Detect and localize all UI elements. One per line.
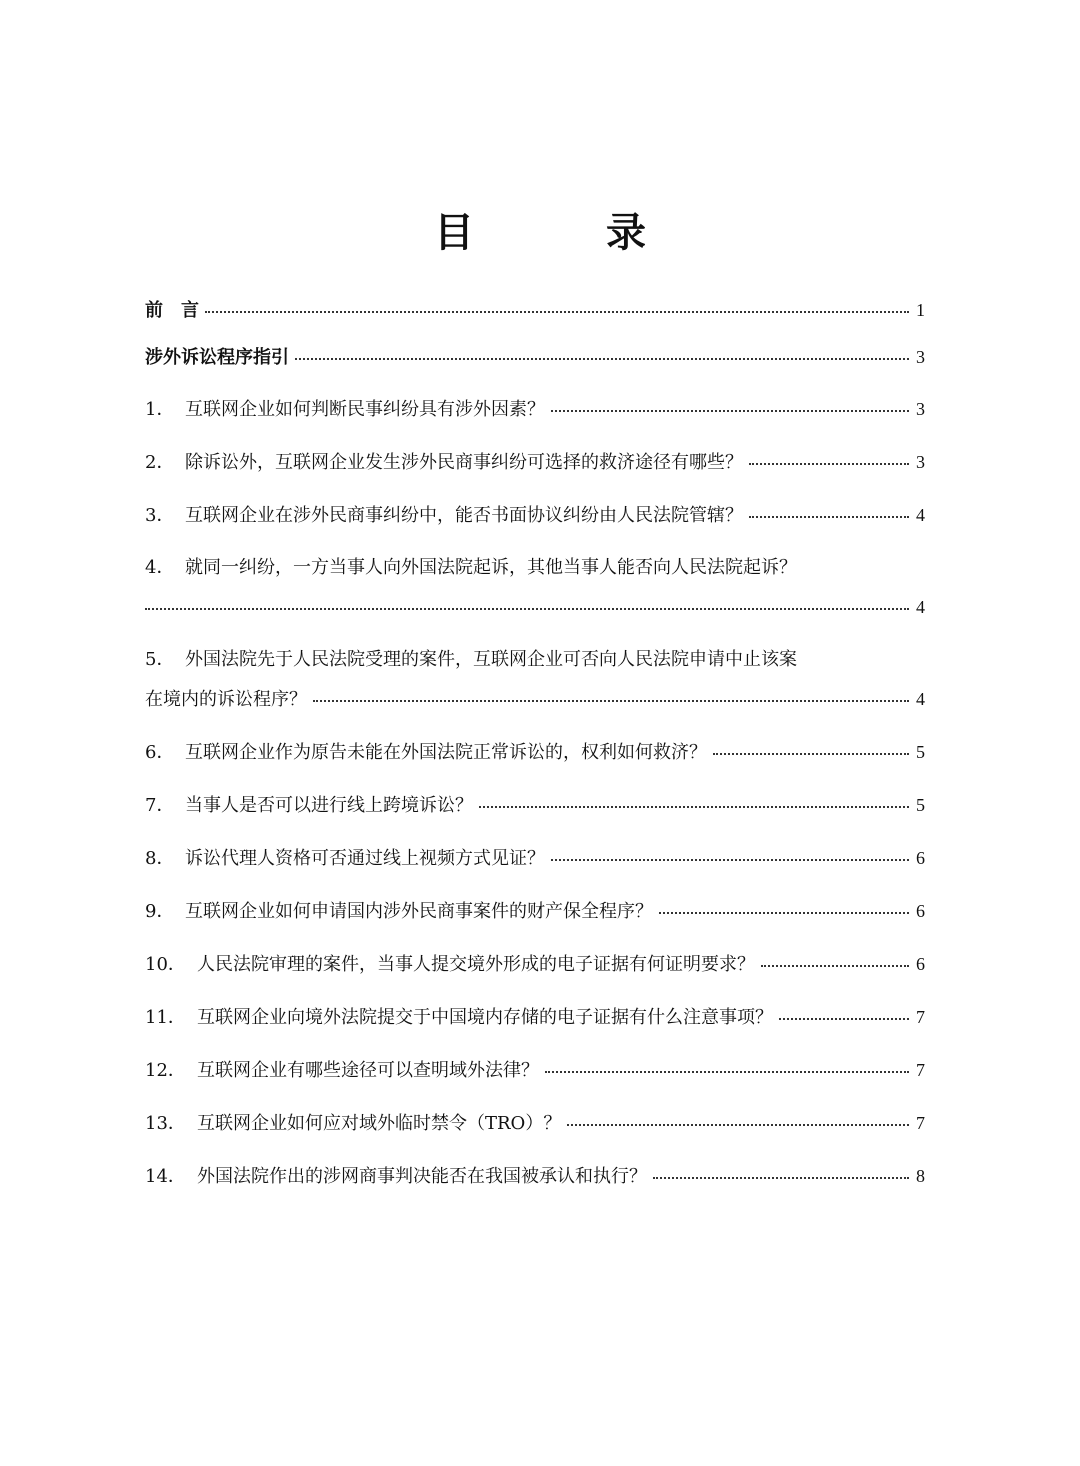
toc-page-number: 8	[916, 1166, 925, 1186]
dot-leader	[567, 1124, 909, 1126]
dot-leader	[545, 1071, 909, 1073]
dot-leader	[145, 608, 909, 610]
toc-entry-preface[interactable]	[145, 298, 925, 322]
toc-page-number: 7	[916, 1113, 925, 1133]
toc-page-number: 6	[916, 954, 925, 974]
toc-page-number: 6	[916, 848, 925, 868]
toc-entry-number: 12．	[145, 1060, 186, 1081]
toc-page-number: 7	[916, 1060, 925, 1080]
toc-page-number: 4	[916, 689, 925, 709]
toc-entry-number: 14．	[145, 1166, 186, 1187]
toc-entry-4[interactable]	[145, 556, 925, 580]
toc-entry-7[interactable]	[145, 793, 925, 817]
toc-entry-text: 除诉讼外，互联网企业发生涉外民商事纠纷可选择的救济途径有哪些？	[185, 452, 743, 473]
dot-leader	[749, 516, 909, 518]
toc-entry-9[interactable]	[145, 899, 925, 923]
toc-entry-number: 6．	[145, 742, 175, 763]
toc-entry-text: 当事人是否可以进行线上跨境诉讼？	[185, 795, 473, 816]
toc-entry-text: 涉外诉讼程序指引	[145, 347, 289, 368]
toc-entry-2[interactable]	[145, 450, 925, 474]
dot-leader	[653, 1177, 909, 1179]
toc-entry-text: 互联网企业在涉外民商事纠纷中，能否书面协议纠纷由人民法院管辖？	[185, 505, 743, 526]
toc-entry-text: 就同一纠纷，一方当事人向外国法院起诉，其他当事人能否向人民法院起诉？	[185, 557, 797, 578]
toc-entry-4-continuation[interactable]	[145, 595, 925, 619]
toc-entry-text: 互联网企业作为原告未能在外国法院正常诉讼的，权利如何救济？	[185, 742, 707, 763]
toc-entry-text: 互联网企业如何判断民事纠纷具有涉外因素？	[185, 399, 545, 420]
toc-entry-1[interactable]	[145, 397, 925, 421]
dot-leader	[659, 912, 909, 914]
toc-entry-text: 互联网企业有哪些途径可以查明域外法律？	[197, 1060, 539, 1081]
dot-leader	[313, 700, 909, 702]
toc-entry-text: 互联网企业如何申请国内涉外民商事案件的财产保全程序？	[185, 901, 653, 922]
dot-leader	[551, 859, 909, 861]
toc-page-number: 4	[916, 597, 925, 617]
toc-page-number: 4	[916, 505, 925, 525]
toc-entry-text-continued: 在境内的诉讼程序？	[145, 689, 307, 710]
toc-entry-12[interactable]	[145, 1058, 925, 1082]
toc-entry-text: 前 言	[145, 300, 199, 321]
toc-entry-number: 1．	[145, 399, 175, 420]
toc-page-number: 6	[916, 901, 925, 921]
toc-entry-number: 8．	[145, 848, 175, 869]
toc-entry-number: 3．	[145, 505, 175, 526]
toc-entry-number: 7．	[145, 795, 175, 816]
toc-entry-number: 2．	[145, 452, 175, 473]
dot-leader	[779, 1018, 909, 1020]
toc-entry-number: 9．	[145, 901, 175, 922]
toc-page-number: 5	[916, 795, 925, 815]
dot-leader	[551, 410, 909, 412]
toc-entry-text: 人民法院审理的案件，当事人提交境外形成的电子证据有何证明要求？	[197, 954, 755, 975]
dot-leader	[479, 806, 909, 808]
toc-page-number: 3	[916, 347, 925, 367]
toc-page-number: 7	[916, 1007, 925, 1027]
toc-entry-text: 外国法院作出的涉网商事判决能否在我国被承认和执行？	[197, 1166, 647, 1187]
toc-entry-text: 互联网企业向境外法院提交于中国境内存储的电子证据有什么注意事项？	[197, 1007, 773, 1028]
toc-entry-14[interactable]	[145, 1164, 925, 1188]
toc-entry-number: 11．	[145, 1007, 186, 1028]
toc-entry-text: 外国法院先于人民法院受理的案件，互联网企业可否向人民法院申请中止该案	[185, 649, 797, 670]
toc-entry-5-continuation[interactable]	[145, 687, 925, 711]
toc-page-number: 3	[916, 452, 925, 472]
toc-entry-section[interactable]	[145, 345, 925, 369]
toc-page-number: 1	[916, 300, 925, 320]
dot-leader	[205, 311, 909, 313]
toc-page-number: 5	[916, 742, 925, 762]
page-title: 目 录	[434, 209, 692, 256]
toc-entry-text: 互联网企业如何应对域外临时禁令（TRO）？	[197, 1113, 562, 1134]
dot-leader	[761, 965, 909, 967]
toc-entry-13[interactable]	[145, 1111, 925, 1135]
toc-entry-11[interactable]	[145, 1005, 925, 1029]
toc-entry-6[interactable]	[145, 740, 925, 764]
toc-entry-5[interactable]	[145, 648, 925, 672]
dot-leader	[295, 358, 909, 360]
toc-entry-number: 13．	[145, 1113, 186, 1134]
dot-leader	[749, 463, 909, 465]
toc-entry-number: 5．	[145, 649, 175, 670]
toc-entry-8[interactable]	[145, 846, 925, 870]
toc-entry-3[interactable]	[145, 503, 925, 527]
toc-entry-text: 诉讼代理人资格可否通过线上视频方式见证？	[185, 848, 545, 869]
toc-page-number: 3	[916, 399, 925, 419]
toc-entry-10[interactable]	[145, 952, 925, 976]
dot-leader	[713, 753, 909, 755]
toc-entry-number: 4．	[145, 557, 175, 578]
toc-entry-number: 10．	[145, 954, 186, 975]
